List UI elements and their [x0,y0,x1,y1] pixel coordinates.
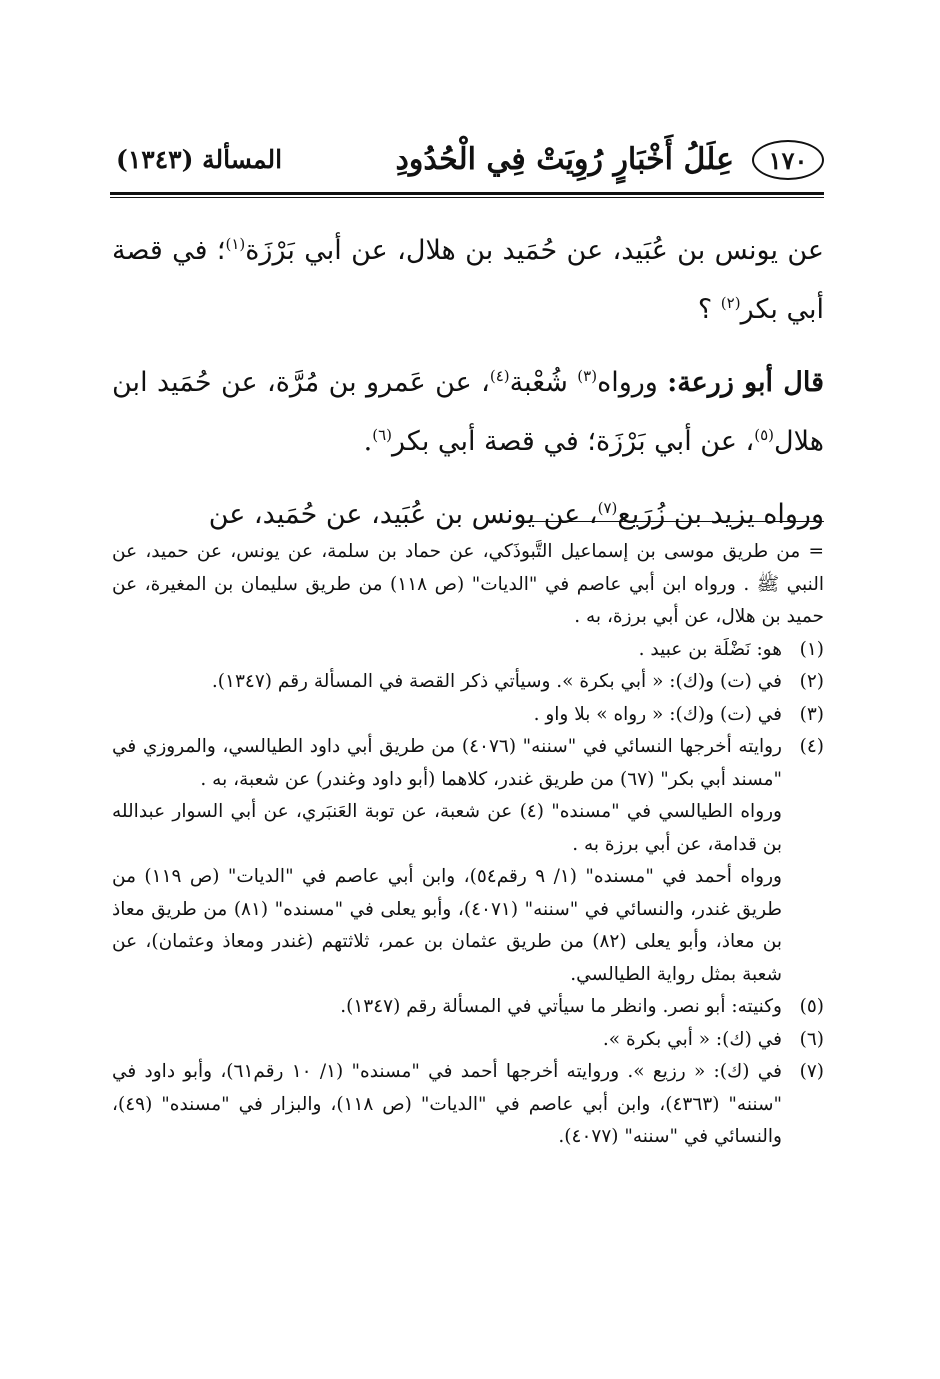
footnote-marker: (٧) [597,499,618,517]
footnote-marker: (٤) [489,367,510,385]
footnote-marker: (٥) [754,426,775,444]
footnote-2 [112,666,824,699]
main-text [112,218,824,555]
footnote-marker: (١) [225,235,246,253]
page-header [110,138,824,190]
footnote-number: (٢) [799,671,824,692]
text-run: ورواه يزيد بن زُرَيع [617,499,824,530]
text-run: ، عن عَمرو بن مُرَّة، عن حُمَيد ابن هلال [112,367,824,457]
footnote-continuation: = من طريق موسى بن إسماعيل التَّبوذَكي، عن حماد بن سلمة، عن يونس، عن حميد، عن النبي ﷺ . ورواه ابن أبي عاصم في "الديات" (ص ١١٨) من طريق سليمان بن المغيرة، عن حميد بن هلال، عن أبي برزة، به . [112,541,824,627]
main-paragraph-2 [112,350,824,468]
footnote-text: روايته أخرجها النسائي في "سننه" (٤٠٧٦) من طريق أبي داود الطيالسي، والمروزي في "مسند أبي بكر" (٦٧) من طريق غندر، كلاهما (أبو داود وغندر) عن شعبة، به . [112,736,782,790]
footnote-4 [112,731,824,991]
footnote-text: في (ت) و(ك): « أبي بكرة ». وسيأتي ذكر القصة في المسألة رقم (١٣٤٧). [211,671,782,692]
text-run: شُعْبة [509,367,578,398]
footnote-number: (٧) [799,1061,824,1082]
footnote-text: وكنيته: أبو نصر. وانظر ما سيأتي في المسألة رقم (١٣٤٧). [340,996,782,1017]
main-paragraph-1 [112,218,824,336]
footnote-text: ورواه أحمد في "مسنده" (١/ ٩ رقم٥٤)، وابن أبي عاصم في "الديات" (ص ١١٩) من طريق غندر، والنسائي في "سننه" (٤٠٧١)، وأبو يعلى في "مسنده" (٨١) من طريق معاذ بن معاذ، وأبو يعلى (٨٢) من طريق عثمان بن عمر، ثلاثتهم (غندر ومعاذ وعثمان)، عن شعبة بمثل رواية الطيالسي. [112,866,782,985]
issue-label: المسألة (١٣٤٣) [116,145,283,174]
footnote-divider [528,521,824,522]
text-run: . [363,426,373,457]
footnote-text: هو: نَضْلَة بن عبيد . [638,638,782,660]
footnote-text: في (ت) و(ك): « رواه » بلا واو . [533,703,782,725]
footnote-number: (١) [799,638,824,660]
header-divider [110,192,824,198]
footnote-number: (٣) [799,703,824,725]
page-number [752,140,824,180]
footnote-marker: (٢) [720,294,741,312]
footnote-text: ورواه الطيالسي في "مسنده" (٤) عن شعبة، عن توبة العَنبَري، عن أبي السوار عبدالله بن قدامة، عن أبي برزة به . [112,801,782,855]
footnote-marker: (٦) [372,426,393,444]
footnote-6 [112,1024,824,1057]
footnote-text: في (ك): « أبي بكرة ». [602,1028,782,1050]
footnote-7 [112,1056,824,1154]
text-run: ؟ [697,294,721,325]
footnote-3 [112,699,824,732]
book-title: عِلَلُ أَخْبَارٍ رُوِيَتْ فِي الْحُدُودِ [395,142,734,177]
footnote-text: في (ك): « رزيع ». وروايته أخرجها أحمد في "مسنده" (١/ ١٠ رقم٦١)، وأبو داود في "سننه" (٤٣٦٣)، وابن أبي عاصم في "الديات" (ص ١١٨)، والبزار في "مسنده" (٤٩)، والنسائي في "سننه" (٤٠٧٧). [112,1061,783,1147]
footnote-1 [112,634,824,667]
footnotes [112,536,824,1154]
footnote-number: (٤) [799,736,824,757]
footnote-5 [112,991,824,1024]
speaker-label: قال أبو زرعة: [667,367,824,398]
text-run: ، عن أبي بَرْزَة؛ في قصة أبي بكر [392,426,755,457]
page-number-text: ١٧٠ [768,145,808,175]
footnote-number: (٥) [799,996,824,1017]
footnote-marker: (٣) [577,367,598,385]
main-paragraph-3 [112,482,824,541]
text-run: ورواه [597,367,668,398]
text-run: ؛ في قصة أبي بكر [112,235,824,325]
text-run: ، عن يونس بن عُبَيد، عن حُمَيد، عن [208,499,598,530]
text-run: عن يونس بن عُبَيد، عن حُمَيد بن هلال، عن أبي بَرْزَة [245,235,824,266]
footnote-number: (٦) [799,1028,824,1050]
